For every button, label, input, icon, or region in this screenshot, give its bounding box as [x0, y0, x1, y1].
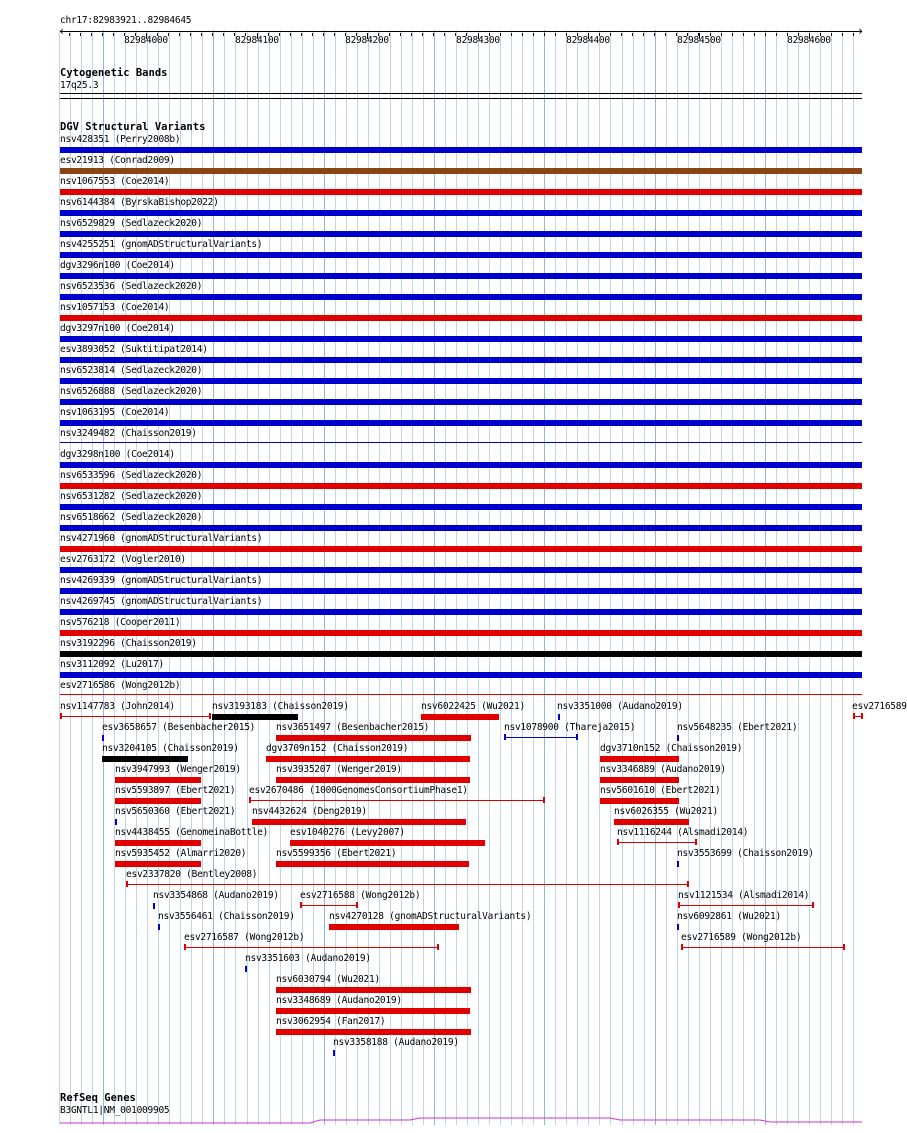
- cytoband-line-top: [60, 93, 862, 94]
- sv-feature-label[interactable]: nsv3651497 (Besenbacher2015): [276, 722, 430, 733]
- ruler-minor-tick: [522, 33, 523, 36]
- ruler-minor-tick: [555, 33, 556, 36]
- sv-feature-endcap: [812, 902, 814, 908]
- sv-feature-label[interactable]: nsv4432624 (Deng2019): [252, 806, 367, 817]
- ruler-minor-tick: [732, 33, 733, 36]
- sv-feature-label[interactable]: nsv3358188 (Audano2019): [333, 1037, 459, 1048]
- refseq-gene-glyph[interactable]: [60, 1116, 862, 1126]
- sv-feature-bar[interactable]: [600, 798, 679, 804]
- sv-feature-endcap: [300, 902, 302, 908]
- sv-track-label[interactable]: nsv3112092 (Lu2017): [60, 659, 164, 670]
- ruler-minor-tick: [621, 33, 622, 36]
- sv-track-label[interactable]: nsv576218 (Cooper2011): [60, 617, 181, 628]
- ruler-minor-tick: [69, 33, 70, 36]
- sv-track-bar[interactable]: [60, 567, 862, 573]
- sv-track-label[interactable]: dgv3297n100 (Coe2014): [60, 323, 175, 334]
- ruler-tick-label: 82984300: [456, 35, 500, 46]
- sv-track-label[interactable]: nsv1057153 (Coe2014): [60, 302, 170, 313]
- sv-track-bar[interactable]: [60, 546, 862, 552]
- sv-track-label[interactable]: nsv4269339 (gnomADStructuralVariants): [60, 575, 263, 586]
- sv-feature-line[interactable]: [126, 884, 688, 885]
- ruler-right-arrow-icon: ›: [857, 24, 865, 38]
- sv-track-bar[interactable]: [60, 420, 862, 426]
- sv-track-bar[interactable]: [60, 588, 862, 594]
- sv-feature-label[interactable]: nsv3351000 (Audano2019): [557, 701, 683, 712]
- ruler-minor-tick: [721, 33, 722, 36]
- ruler-minor-tick: [113, 33, 114, 36]
- ruler-axis: [60, 31, 862, 32]
- ruler-minor-tick: [853, 33, 854, 36]
- sv-track-label[interactable]: esv3893052 (Suktitipat2014): [60, 344, 208, 355]
- sv-track-label[interactable]: nsv6144384 (ByrskaBishop2022): [60, 197, 219, 208]
- sv-track-label[interactable]: nsv6518662 (Sedlazeck2020): [60, 512, 203, 523]
- sv-feature-endcap: [437, 944, 439, 950]
- ruler-minor-tick: [743, 33, 744, 36]
- sv-feature-label[interactable]: nsv4438455 (GenomeinaBottle): [115, 827, 269, 838]
- ruler-tick-label: 82984400: [566, 35, 610, 46]
- sv-feature-label[interactable]: nsv3062954 (Fan2017): [276, 1016, 386, 1027]
- ruler-minor-tick: [610, 33, 611, 36]
- sv-feature-line[interactable]: [60, 716, 210, 717]
- sv-track-label[interactable]: nsv3192296 (Chaisson2019): [60, 638, 197, 649]
- sv-feature-label[interactable]: nsv3193183 (Chaisson2019): [212, 701, 349, 712]
- ruler-minor-tick: [433, 33, 434, 36]
- sv-feature-label[interactable]: esv2716589: [852, 701, 907, 712]
- ruler-minor-tick: [212, 33, 213, 36]
- ruler-tick-label: 82984500: [677, 35, 721, 46]
- sv-track-label[interactable]: nsv6529829 (Sedlazeck2020): [60, 218, 203, 229]
- ruler-minor-tick: [632, 33, 633, 36]
- sv-track-bar[interactable]: [60, 147, 862, 153]
- sv-feature-label[interactable]: nsv5935452 (Almarri2020): [115, 848, 247, 859]
- ruler-minor-tick: [102, 33, 103, 36]
- sv-feature-label[interactable]: nsv3351603 (Audano2019): [245, 953, 371, 964]
- ruler-minor-tick: [334, 33, 335, 36]
- sv-feature-bar[interactable]: [276, 735, 471, 741]
- sv-feature-label[interactable]: esv2670486 (1000GenomesConsortiumPhase1): [249, 785, 468, 796]
- sv-feature-endcap: [678, 902, 680, 908]
- sv-feature-label[interactable]: esv2337820 (Bentley2008): [126, 869, 258, 880]
- sv-feature-line[interactable]: [300, 905, 357, 906]
- sv-feature-endcap: [853, 713, 855, 719]
- sv-track-bar[interactable]: [60, 231, 862, 237]
- sv-feature-bar[interactable]: [290, 840, 485, 846]
- sv-track-bar[interactable]: [60, 252, 862, 258]
- sv-feature-label[interactable]: nsv3556461 (Chaisson2019): [158, 911, 295, 922]
- ruler-minor-tick: [754, 33, 755, 36]
- sv-feature-bar[interactable]: [158, 924, 160, 930]
- sv-feature-line[interactable]: [249, 800, 544, 801]
- sv-feature-bar[interactable]: [276, 777, 470, 783]
- sv-feature-bar[interactable]: [276, 987, 471, 993]
- sv-track-label[interactable]: dgv3298n100 (Coe2014): [60, 449, 175, 460]
- sv-track-label[interactable]: nsv1063195 (Coe2014): [60, 407, 170, 418]
- sv-feature-line[interactable]: [617, 842, 696, 843]
- ruler-tick-label: 82984600: [787, 35, 831, 46]
- sv-track-bar[interactable]: [60, 315, 862, 321]
- sv-track-label[interactable]: nsv6531282 (Sedlazeck2020): [60, 491, 203, 502]
- sv-feature-label[interactable]: nsv6092861 (Wu2021): [677, 911, 781, 922]
- sv-feature-bar[interactable]: [276, 861, 469, 867]
- ruler-minor-tick: [389, 33, 390, 36]
- ruler-minor-tick: [765, 33, 766, 36]
- sv-feature-bar[interactable]: [115, 777, 201, 783]
- sv-track-bar[interactable]: [60, 462, 862, 468]
- ruler-left-arrow-icon: ‹: [58, 24, 66, 38]
- ruler-tick-label: 82984000: [124, 35, 168, 46]
- sv-track-bar[interactable]: [60, 210, 862, 216]
- sv-track-bar[interactable]: [60, 672, 862, 678]
- sv-feature-endcap: [60, 713, 62, 719]
- sv-feature-bar[interactable]: [600, 777, 679, 783]
- sv-feature-bar[interactable]: [115, 798, 201, 804]
- sv-track-bar[interactable]: [60, 630, 862, 636]
- sv-feature-label[interactable]: nsv6022425 (Wu2021): [421, 701, 525, 712]
- sv-track-bar[interactable]: [60, 168, 862, 174]
- sv-feature-endcap: [126, 881, 128, 887]
- sv-track-bar[interactable]: [60, 504, 862, 510]
- ruler-minor-tick: [312, 33, 313, 36]
- sv-feature-label[interactable]: nsv3947993 (Wenger2019): [115, 764, 241, 775]
- sv-feature-endcap: [356, 902, 358, 908]
- ruler-minor-tick: [500, 33, 501, 36]
- ruler-minor-tick: [831, 33, 832, 36]
- ruler-minor-tick: [323, 33, 324, 36]
- sv-feature-label[interactable]: nsv6030794 (Wu2021): [276, 974, 380, 985]
- ruler-minor-tick: [444, 33, 445, 36]
- sv-feature-endcap: [843, 944, 845, 950]
- ruler-minor-tick: [223, 33, 224, 36]
- sv-feature-bar[interactable]: [102, 735, 104, 741]
- sv-feature-label[interactable]: nsv5601610 (Ebert2021): [600, 785, 721, 796]
- sv-feature-bar[interactable]: [558, 714, 560, 720]
- sv-feature-label[interactable]: nsv3354868 (Audano2019): [153, 890, 279, 901]
- ruler-minor-tick: [842, 33, 843, 36]
- ruler-minor-tick: [201, 33, 202, 36]
- sv-feature-bar[interactable]: [333, 1050, 335, 1056]
- sv-feature-label[interactable]: dgv3709n152 (Chaisson2019): [266, 743, 409, 754]
- sv-feature-label[interactable]: esv2716588 (Wong2012b): [300, 890, 421, 901]
- cytoband-track-title: Cytogenetic Bands: [60, 67, 168, 79]
- sv-feature-label[interactable]: dgv3710n152 (Chaisson2019): [600, 743, 743, 754]
- sv-feature-bar[interactable]: [614, 819, 689, 825]
- sv-feature-label[interactable]: nsv5593897 (Ebert2021): [115, 785, 236, 796]
- sv-feature-bar[interactable]: [115, 861, 201, 867]
- sv-feature-label[interactable]: nsv3348689 (Audano2019): [276, 995, 402, 1006]
- cytoband-label: 17q25.3: [60, 80, 99, 91]
- ruler-minor-tick: [654, 33, 655, 36]
- ruler-minor-tick: [290, 33, 291, 36]
- ruler-minor-tick: [511, 33, 512, 36]
- ruler-minor-tick: [411, 33, 412, 36]
- sv-track-label[interactable]: nsv6533596 (Sedlazeck2020): [60, 470, 203, 481]
- refseq-track-title: RefSeq Genes: [60, 1092, 136, 1104]
- ruler-minor-tick: [301, 33, 302, 36]
- sv-feature-line[interactable]: [678, 905, 813, 906]
- sv-feature-label[interactable]: nsv5650360 (Ebert2021): [115, 806, 236, 817]
- sv-track-label[interactable]: nsv6526888 (Sedlazeck2020): [60, 386, 203, 397]
- sv-feature-label[interactable]: nsv6026355 (Wu2021): [614, 806, 718, 817]
- sv-track-label[interactable]: nsv4255251 (gnomADStructuralVariants): [60, 239, 263, 250]
- sv-feature-bar[interactable]: [153, 903, 155, 909]
- sv-track-label[interactable]: nsv4269745 (gnomADStructuralVariants): [60, 596, 263, 607]
- sv-feature-label[interactable]: nsv1121534 (Alsmadi2014): [678, 890, 810, 901]
- sv-feature-endcap: [681, 944, 683, 950]
- sv-track-label[interactable]: nsv1067553 (Coe2014): [60, 176, 170, 187]
- sv-track-bar[interactable]: [60, 336, 862, 342]
- sv-track-bar[interactable]: [60, 189, 862, 195]
- sv-feature-label[interactable]: nsv1147783 (John2014): [60, 701, 175, 712]
- sv-track-bar[interactable]: [60, 399, 862, 405]
- sv-track-bar[interactable]: [60, 651, 862, 657]
- sv-track-bar[interactable]: [60, 294, 862, 300]
- sv-track-bar[interactable]: [60, 378, 862, 384]
- ruler-minor-tick: [544, 33, 545, 36]
- sv-track-bar[interactable]: [60, 357, 862, 363]
- sv-feature-label[interactable]: nsv3935207 (Wenger2019): [276, 764, 402, 775]
- sv-track-bar[interactable]: [60, 273, 862, 279]
- sv-feature-label[interactable]: nsv3553699 (Chaisson2019): [677, 848, 814, 859]
- sv-track-bar[interactable]: [60, 483, 862, 489]
- sv-feature-endcap: [184, 944, 186, 950]
- ruler-coords: chr17:82983921..82984645: [60, 15, 192, 26]
- sv-track-label[interactable]: dgv3296n100 (Coe2014): [60, 260, 175, 271]
- ruler-minor-tick: [279, 33, 280, 36]
- sv-track-label[interactable]: esv2763172 (Vogler2010): [60, 554, 186, 565]
- sv-feature-label[interactable]: esv2716587 (Wong2012b): [184, 932, 305, 943]
- sv-feature-endcap: [861, 713, 863, 719]
- sv-track-label[interactable]: nsv6523536 (Sedlazeck2020): [60, 281, 203, 292]
- sv-feature-bar[interactable]: [212, 714, 298, 720]
- sv-track-label[interactable]: nsv3249482 (Chaisson2019): [60, 428, 197, 439]
- sv-track-label[interactable]: nsv4271960 (gnomADStructuralVariants): [60, 533, 263, 544]
- sv-feature-endcap: [695, 839, 697, 845]
- sv-feature-bar[interactable]: [329, 924, 459, 930]
- sv-feature-label[interactable]: esv3658657 (Besenbacher2015): [102, 722, 256, 733]
- sv-feature-label[interactable]: nsv5648235 (Ebert2021): [677, 722, 798, 733]
- sv-track-bar[interactable]: [60, 442, 862, 443]
- ruler-minor-tick: [400, 33, 401, 36]
- sv-track-bar[interactable]: [60, 525, 862, 531]
- sv-track-label[interactable]: esv21913 (Conrad2009): [60, 155, 175, 166]
- sv-feature-label[interactable]: nsv1116244 (Alsmadi2014): [617, 827, 749, 838]
- sv-feature-label[interactable]: nsv1078900 (Thareja2015): [504, 722, 636, 733]
- ruler-minor-tick: [422, 33, 423, 36]
- sv-feature-line[interactable]: [681, 947, 844, 948]
- sv-feature-bar[interactable]: [677, 861, 679, 867]
- sv-feature-endcap: [504, 734, 506, 740]
- sv-feature-endcap: [209, 713, 211, 719]
- ruler-tick-label: 82984100: [235, 35, 279, 46]
- sv-feature-label[interactable]: nsv5599356 (Ebert2021): [276, 848, 397, 859]
- ruler-minor-tick: [533, 33, 534, 36]
- sv-feature-bar[interactable]: [276, 1029, 471, 1035]
- sv-feature-bar[interactable]: [421, 714, 499, 720]
- sv-feature-bar[interactable]: [115, 819, 117, 825]
- sv-feature-endcap: [576, 734, 578, 740]
- sv-feature-bar[interactable]: [252, 819, 466, 825]
- sv-feature-endcap: [687, 881, 689, 887]
- sv-feature-bar[interactable]: [677, 924, 679, 930]
- ruler-minor-tick: [168, 33, 169, 36]
- ruler-tick-label: 82984200: [345, 35, 389, 46]
- sv-feature-bar[interactable]: [276, 1008, 470, 1014]
- sv-track-label[interactable]: nsv6523814 (Sedlazeck2020): [60, 365, 203, 376]
- sv-feature-label[interactable]: nsv3204105 (Chaisson2019): [102, 743, 239, 754]
- sv-feature-bar[interactable]: [600, 756, 679, 762]
- sv-feature-bar[interactable]: [102, 756, 188, 762]
- sv-feature-endcap: [543, 797, 545, 803]
- sv-feature-bar[interactable]: [266, 756, 470, 762]
- sv-feature-bar[interactable]: [115, 840, 201, 846]
- cytoband-line-bottom: [60, 98, 862, 99]
- sv-feature-label[interactable]: nsv4270128 (gnomADStructuralVariants): [329, 911, 532, 922]
- sv-feature-bar[interactable]: [677, 735, 679, 741]
- refseq-gene-label[interactable]: B3GNTL1|NM_001009905: [60, 1105, 170, 1116]
- ruler-minor-tick: [91, 33, 92, 36]
- sv-feature-endcap: [617, 839, 619, 845]
- sv-track-label[interactable]: nsv428351 (Perry2008b): [60, 134, 181, 145]
- ruler-minor-tick: [179, 33, 180, 36]
- sv-feature-label[interactable]: esv2716589 (Wong2012b): [681, 932, 802, 943]
- sv-track-label[interactable]: esv2716586 (Wong2012b): [60, 680, 181, 691]
- sv-feature-line[interactable]: [184, 947, 438, 948]
- sv-track-bar[interactable]: [60, 609, 862, 615]
- ruler-minor-tick: [80, 33, 81, 36]
- sv-feature-bar[interactable]: [245, 966, 247, 972]
- ruler-minor-tick: [776, 33, 777, 36]
- ruler-minor-tick: [190, 33, 191, 36]
- sv-feature-endcap: [249, 797, 251, 803]
- sv-feature-line[interactable]: [504, 737, 577, 738]
- sv-feature-label[interactable]: esv1040276 (Levy2007): [290, 827, 405, 838]
- ruler-minor-tick: [643, 33, 644, 36]
- sv-feature-label[interactable]: nsv3346889 (Audano2019): [600, 764, 726, 775]
- ruler-minor-tick: [665, 33, 666, 36]
- dgv-track-title: DGV Structural Variants: [60, 121, 206, 133]
- sv-track-bar[interactable]: [60, 694, 862, 695]
